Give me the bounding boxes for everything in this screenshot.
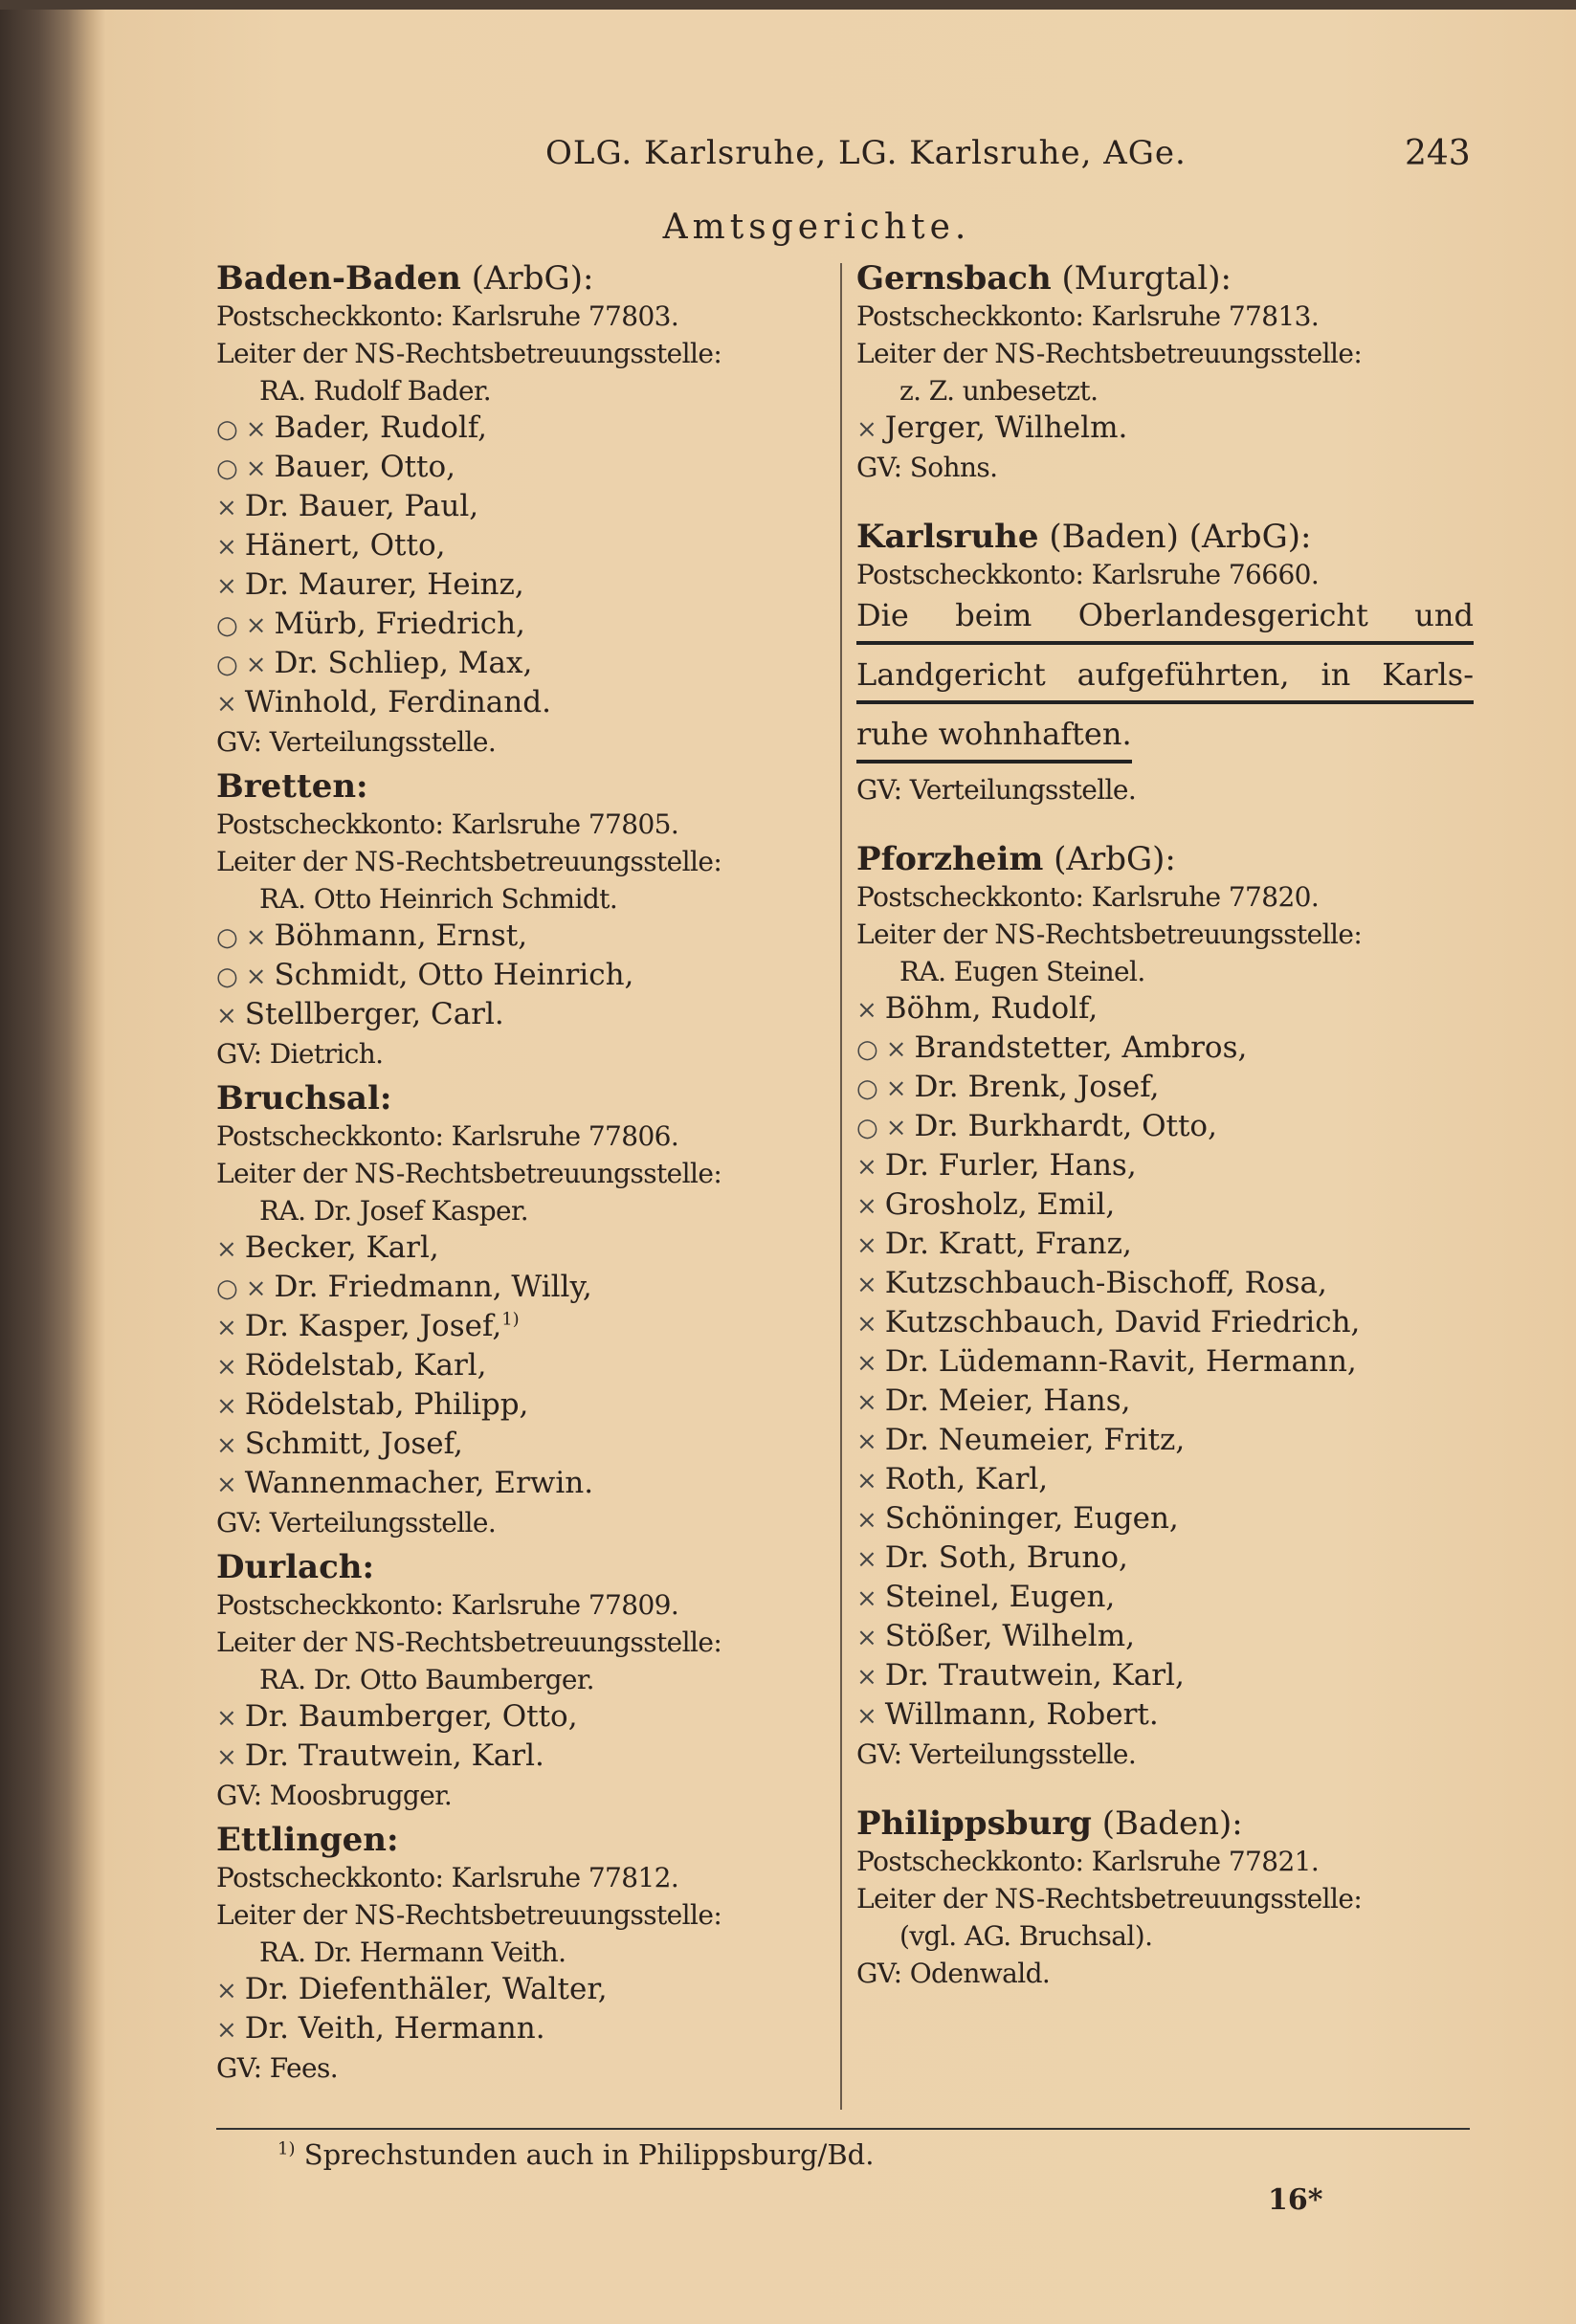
gv-line: GV: Sohns. <box>856 452 998 483</box>
court-info-line: Leiter der NS-Rechtsbetreuungsstelle: <box>216 338 722 369</box>
lawyer-entry <box>216 645 833 684</box>
cross-mark-icon: × <box>216 1431 237 1460</box>
gv-line: GV: Odenwald. <box>856 1958 1051 1989</box>
lawyer-name: Willmann, Robert. <box>884 1697 1159 1732</box>
lawyer-entry <box>856 1383 1474 1422</box>
lawyer-entry <box>216 449 833 488</box>
court-name: Baden-Baden <box>216 259 461 298</box>
court-info-line: Leiter der NS-Rechtsbetreuungsstelle: <box>856 338 1363 369</box>
cross-mark-icon: × <box>216 2016 237 2045</box>
lawyer-entry <box>216 1269 833 1308</box>
leiter-name: (vgl. AG. Bruchsal). <box>899 1920 1153 1952</box>
underlined-note-line: Landgericht aufgeführten, in Karls- <box>856 653 1474 704</box>
court-info-line: Leiter der NS-Rechtsbetreuungsstelle: <box>856 1883 1363 1915</box>
cross-mark-icon: × <box>856 1231 877 1260</box>
court-heading <box>216 260 833 298</box>
lawyer-name: Steinel, Eugen, <box>884 1580 1116 1614</box>
court-section <box>856 841 1474 1773</box>
leiter-name: RA. Otto Heinrich Schmidt. <box>259 883 618 915</box>
leiter-name: RA. Eugen Steinel. <box>899 956 1145 987</box>
court-info-line: Postscheckkonto: Karlsruhe 77820. <box>856 881 1320 913</box>
circle-mark-icon: ○ <box>216 923 238 952</box>
footnote-ref: 1) <box>277 2138 296 2159</box>
lawyer-name: Schmidt, Otto Heinrich, <box>274 958 634 992</box>
lawyer-entry <box>216 488 833 527</box>
page-number: 243 <box>1405 134 1471 173</box>
lawyer-entry <box>216 684 833 723</box>
court-section <box>856 1805 1474 1992</box>
cross-mark-icon: × <box>245 415 267 444</box>
court-heading <box>216 1080 833 1118</box>
lawyer-name: Winhold, Ferdinand. <box>244 685 551 719</box>
lawyer-name: Roth, Karl, <box>884 1462 1049 1496</box>
cross-mark-icon: × <box>216 494 237 522</box>
lawyer-name: Mürb, Friedrich, <box>274 607 525 641</box>
cross-mark-icon: × <box>245 454 267 483</box>
court-info-line: Postscheckkonto: Karlsruhe 77812. <box>216 1862 679 1893</box>
lawyer-entry <box>856 1147 1474 1186</box>
lawyer-entry <box>856 1696 1474 1736</box>
cross-mark-icon: × <box>856 1310 877 1339</box>
court-name: Bretten: <box>216 767 368 806</box>
lawyer-name: Bader, Rudolf, <box>274 410 488 445</box>
court-info-line: Postscheckkonto: Karlsruhe 77805. <box>216 808 679 840</box>
court-info-line: Leiter der NS-Rechtsbetreuungsstelle: <box>216 1899 722 1931</box>
lawyer-name: Becker, Karl, <box>244 1230 439 1265</box>
lawyer-entry <box>216 996 833 1035</box>
lawyer-entry <box>216 1737 833 1777</box>
lawyer-entry <box>216 1308 833 1347</box>
court-suffix: (Murgtal): <box>1051 259 1232 298</box>
lawyer-name: Kutzschbauch, David Friedrich, <box>884 1305 1361 1339</box>
court-name: Pforzheim <box>856 840 1044 878</box>
court-info-line: Leiter der NS-Rechtsbetreuungsstelle: <box>216 1627 722 1658</box>
lawyer-entry <box>216 1698 833 1737</box>
lawyer-name: Rödelstab, Karl, <box>244 1348 487 1383</box>
court-name: Durlach: <box>216 1548 375 1586</box>
lawyer-entry <box>856 1343 1474 1383</box>
leiter-name: RA. Dr. Otto Baumberger. <box>259 1664 594 1695</box>
court-heading <box>216 1822 833 1859</box>
court-heading <box>216 1549 833 1586</box>
lawyer-entry <box>856 1657 1474 1696</box>
cross-mark-icon: × <box>245 963 267 991</box>
lawyer-name: Brandstetter, Ambros, <box>914 1030 1248 1065</box>
lawyer-name: Bauer, Otto, <box>274 450 456 484</box>
court-info-line: Postscheckkonto: Karlsruhe 77803. <box>216 300 679 332</box>
cross-mark-icon: × <box>856 415 877 444</box>
leiter-name: RA. Dr. Hermann Veith. <box>259 1937 566 1968</box>
court-info-line: Postscheckkonto: Karlsruhe 76660. <box>856 559 1320 590</box>
lawyer-entry <box>216 1347 833 1386</box>
cross-mark-icon: × <box>856 1153 877 1182</box>
lawyer-name: Dr. Lüdemann-Ravit, Hermann, <box>884 1344 1357 1379</box>
lawyer-name: Schmitt, Josef, <box>244 1427 463 1461</box>
lawyer-name: Dr. Kasper, Josef, <box>244 1309 502 1343</box>
cross-mark-icon: × <box>856 1663 877 1692</box>
court-name: Ettlingen: <box>216 1821 399 1859</box>
court-name: Gernsbach <box>856 259 1052 298</box>
circle-mark-icon: ○ <box>216 454 238 483</box>
cross-mark-icon: × <box>245 651 267 679</box>
cross-mark-icon: × <box>856 1271 877 1299</box>
gv-line: GV: Fees. <box>216 2052 339 2084</box>
court-name: Bruchsal: <box>216 1079 392 1118</box>
court-info-line: Postscheckkonto: Karlsruhe 77806. <box>216 1120 679 1152</box>
lawyer-name: Dr. Maurer, Heinz, <box>244 567 524 602</box>
circle-mark-icon: ○ <box>216 611 238 640</box>
court-name: Karlsruhe <box>856 518 1039 556</box>
court-section <box>216 1080 833 1541</box>
court-info-line: Postscheckkonto: Karlsruhe 77809. <box>216 1589 679 1621</box>
gv-line: GV: Verteilungsstelle. <box>216 1507 497 1538</box>
lawyer-name: Dr. Burkhardt, Otto, <box>914 1109 1217 1143</box>
leiter-name: RA. Rudolf Bader. <box>259 375 491 407</box>
lawyer-entry <box>856 1069 1474 1108</box>
gv-line: GV: Verteilungsstelle. <box>856 1738 1137 1770</box>
lawyer-name: Dr. Trautwein, Karl, <box>884 1658 1185 1693</box>
court-heading <box>856 1805 1474 1843</box>
footnote-ref: 1) <box>501 1309 520 1330</box>
cross-mark-icon: × <box>856 1506 877 1535</box>
scan-top-edge <box>0 0 1576 10</box>
leiter-name: RA. Dr. Josef Kasper. <box>259 1195 529 1227</box>
lawyer-name: Dr. Trautwein, Karl. <box>244 1738 544 1773</box>
court-info-line: Leiter der NS-Rechtsbetreuungsstelle: <box>216 846 722 877</box>
court-section <box>856 519 1474 808</box>
underlined-note-line: Die beim Oberlandesgericht und <box>856 593 1474 645</box>
cross-mark-icon: × <box>216 1743 237 1772</box>
left-column <box>216 260 833 2094</box>
right-column <box>856 260 1474 2025</box>
cross-mark-icon: × <box>216 1353 237 1382</box>
court-section <box>216 260 833 761</box>
footnote <box>277 2138 874 2171</box>
gv-line: GV: Moosbrugger. <box>216 1780 453 1811</box>
lawyer-name: Böhm, Rudolf, <box>884 991 1099 1026</box>
circle-mark-icon: ○ <box>856 1074 878 1103</box>
gv-line: GV: Dietrich. <box>216 1038 384 1070</box>
footnote-text: Sprechstunden auch in Philippsburg/Bd. <box>295 2138 875 2171</box>
cross-mark-icon: × <box>885 1114 907 1142</box>
lawyer-entry <box>216 1386 833 1426</box>
lawyer-entry <box>856 1579 1474 1618</box>
lawyer-entry <box>216 566 833 606</box>
cross-mark-icon: × <box>216 1471 237 1499</box>
cross-mark-icon: × <box>856 1584 877 1613</box>
lawyer-name: Stellberger, Carl. <box>244 997 504 1031</box>
lawyer-entry <box>216 918 833 957</box>
lawyer-entry <box>216 1426 833 1465</box>
footnote-rule <box>216 2128 1470 2130</box>
court-info-line: Leiter der NS-Rechtsbetreuungsstelle: <box>216 1158 722 1189</box>
lawyer-name: Dr. Diefenthäler, Walter, <box>244 1972 608 2006</box>
cross-mark-icon: × <box>856 1702 877 1731</box>
cross-mark-icon: × <box>856 1428 877 1456</box>
lawyer-entry <box>856 1304 1474 1343</box>
cross-mark-icon: × <box>245 923 267 952</box>
lawyer-entry <box>856 1461 1474 1500</box>
lawyer-entry <box>216 2010 833 2049</box>
lawyer-name: Jerger, Wilhelm. <box>884 410 1128 445</box>
court-heading <box>856 841 1474 878</box>
court-section <box>856 260 1474 486</box>
lawyer-name: Dr. Baumberger, Otto, <box>244 1699 578 1734</box>
lawyer-entry <box>216 527 833 566</box>
gv-line: GV: Verteilungsstelle. <box>856 774 1137 806</box>
lawyer-name: Dr. Bauer, Paul, <box>244 489 479 523</box>
cross-mark-icon: × <box>216 690 237 719</box>
lawyer-entry <box>856 1265 1474 1304</box>
court-section <box>216 1549 833 1814</box>
lawyer-entry <box>216 1229 833 1269</box>
court-section <box>216 1822 833 2087</box>
lawyer-entry <box>216 606 833 645</box>
cross-mark-icon: × <box>856 1349 877 1378</box>
lawyer-name: Dr. Schliep, Max, <box>274 646 533 680</box>
cross-mark-icon: × <box>216 1977 237 2005</box>
cross-mark-icon: × <box>216 1235 237 1264</box>
court-info-line: Postscheckkonto: Karlsruhe 77821. <box>856 1846 1320 1877</box>
cross-mark-icon: × <box>216 1704 237 1733</box>
lawyer-entry <box>856 1186 1474 1226</box>
lawyer-name: Dr. Neumeier, Fritz, <box>884 1423 1186 1457</box>
lawyer-name: Stößer, Wilhelm, <box>884 1619 1135 1653</box>
lawyer-name: Böhmann, Ernst, <box>274 919 528 953</box>
lawyer-entry <box>216 957 833 996</box>
lawyer-name: Dr. Veith, Hermann. <box>244 2011 545 2046</box>
leiter-name: z. Z. unbesetzt. <box>899 375 1099 407</box>
circle-mark-icon: ○ <box>856 1114 878 1142</box>
court-suffix: (Baden) (ArbG): <box>1038 518 1312 556</box>
court-heading <box>856 519 1474 556</box>
cross-mark-icon: × <box>245 611 267 640</box>
lawyer-entry <box>856 1108 1474 1147</box>
lawyer-entry <box>216 1465 833 1504</box>
lawyer-name: Dr. Furler, Hans, <box>884 1148 1137 1183</box>
circle-mark-icon: ○ <box>216 415 238 444</box>
lawyer-entry <box>856 409 1474 449</box>
sheet-signature: 16* <box>1268 2183 1323 2217</box>
lawyer-entry <box>856 1539 1474 1579</box>
cross-mark-icon: × <box>245 1274 267 1303</box>
circle-mark-icon: ○ <box>216 651 238 679</box>
court-heading <box>856 260 1474 298</box>
lawyer-entry <box>856 1422 1474 1461</box>
cross-mark-icon: × <box>885 1074 907 1103</box>
circle-mark-icon: ○ <box>216 1274 238 1303</box>
column-divider <box>840 263 842 2110</box>
lawyer-entry <box>856 1029 1474 1069</box>
cross-mark-icon: × <box>856 996 877 1025</box>
lawyer-name: Schöninger, Eugen, <box>884 1501 1179 1536</box>
lawyer-entry <box>216 1971 833 2010</box>
lawyer-entry <box>856 1500 1474 1539</box>
running-header: OLG. Karlsruhe, LG. Karlsruhe, AGe. <box>545 134 1187 172</box>
lawyer-entry <box>856 990 1474 1029</box>
cross-mark-icon: × <box>216 1002 237 1030</box>
court-suffix: (Baden): <box>1091 1804 1243 1843</box>
cross-mark-icon: × <box>216 1314 237 1342</box>
cross-mark-icon: × <box>856 1388 877 1417</box>
cross-mark-icon: × <box>216 533 237 562</box>
court-heading <box>216 768 833 806</box>
court-info-line: Postscheckkonto: Karlsruhe 77813. <box>856 300 1320 332</box>
cross-mark-icon: × <box>856 1624 877 1652</box>
cross-mark-icon: × <box>856 1545 877 1574</box>
lawyer-name: Kutzschbauch-Bischoff, Rosa, <box>884 1266 1327 1300</box>
lawyer-entry <box>856 1226 1474 1265</box>
lawyer-entry <box>216 409 833 449</box>
underlined-note-line: ruhe wohnhaften. <box>856 712 1132 764</box>
gv-line: GV: Verteilungsstelle. <box>216 726 497 758</box>
court-suffix: (ArbG): <box>1043 840 1176 878</box>
lawyer-name: Dr. Meier, Hans, <box>884 1383 1131 1418</box>
cross-mark-icon: × <box>885 1035 907 1064</box>
lawyer-name: Dr. Kratt, Franz, <box>884 1227 1132 1261</box>
lawyer-name: Dr. Brenk, Josef, <box>914 1070 1160 1104</box>
lawyer-name: Hänert, Otto, <box>244 528 446 563</box>
lawyer-name: Wannenmacher, Erwin. <box>244 1466 594 1500</box>
lawyer-name: Dr. Friedmann, Willy, <box>274 1270 592 1304</box>
court-suffix: (ArbG): <box>460 259 594 298</box>
court-info-line: Leiter der NS-Rechtsbetreuungsstelle: <box>856 919 1363 950</box>
lawyer-entry <box>856 1618 1474 1657</box>
cross-mark-icon: × <box>856 1192 877 1221</box>
lawyer-name: Rödelstab, Philipp, <box>244 1387 529 1422</box>
circle-mark-icon: ○ <box>216 963 238 991</box>
circle-mark-icon: ○ <box>856 1035 878 1064</box>
cross-mark-icon: × <box>856 1467 877 1495</box>
court-name: Philippsburg <box>856 1804 1092 1843</box>
lawyer-name: Grosholz, Emil, <box>884 1187 1116 1222</box>
cross-mark-icon: × <box>216 1392 237 1421</box>
section-title: Amtsgerichte. <box>662 208 971 247</box>
lawyer-name: Dr. Soth, Bruno, <box>884 1540 1128 1575</box>
cross-mark-icon: × <box>216 572 237 601</box>
court-section <box>216 768 833 1073</box>
